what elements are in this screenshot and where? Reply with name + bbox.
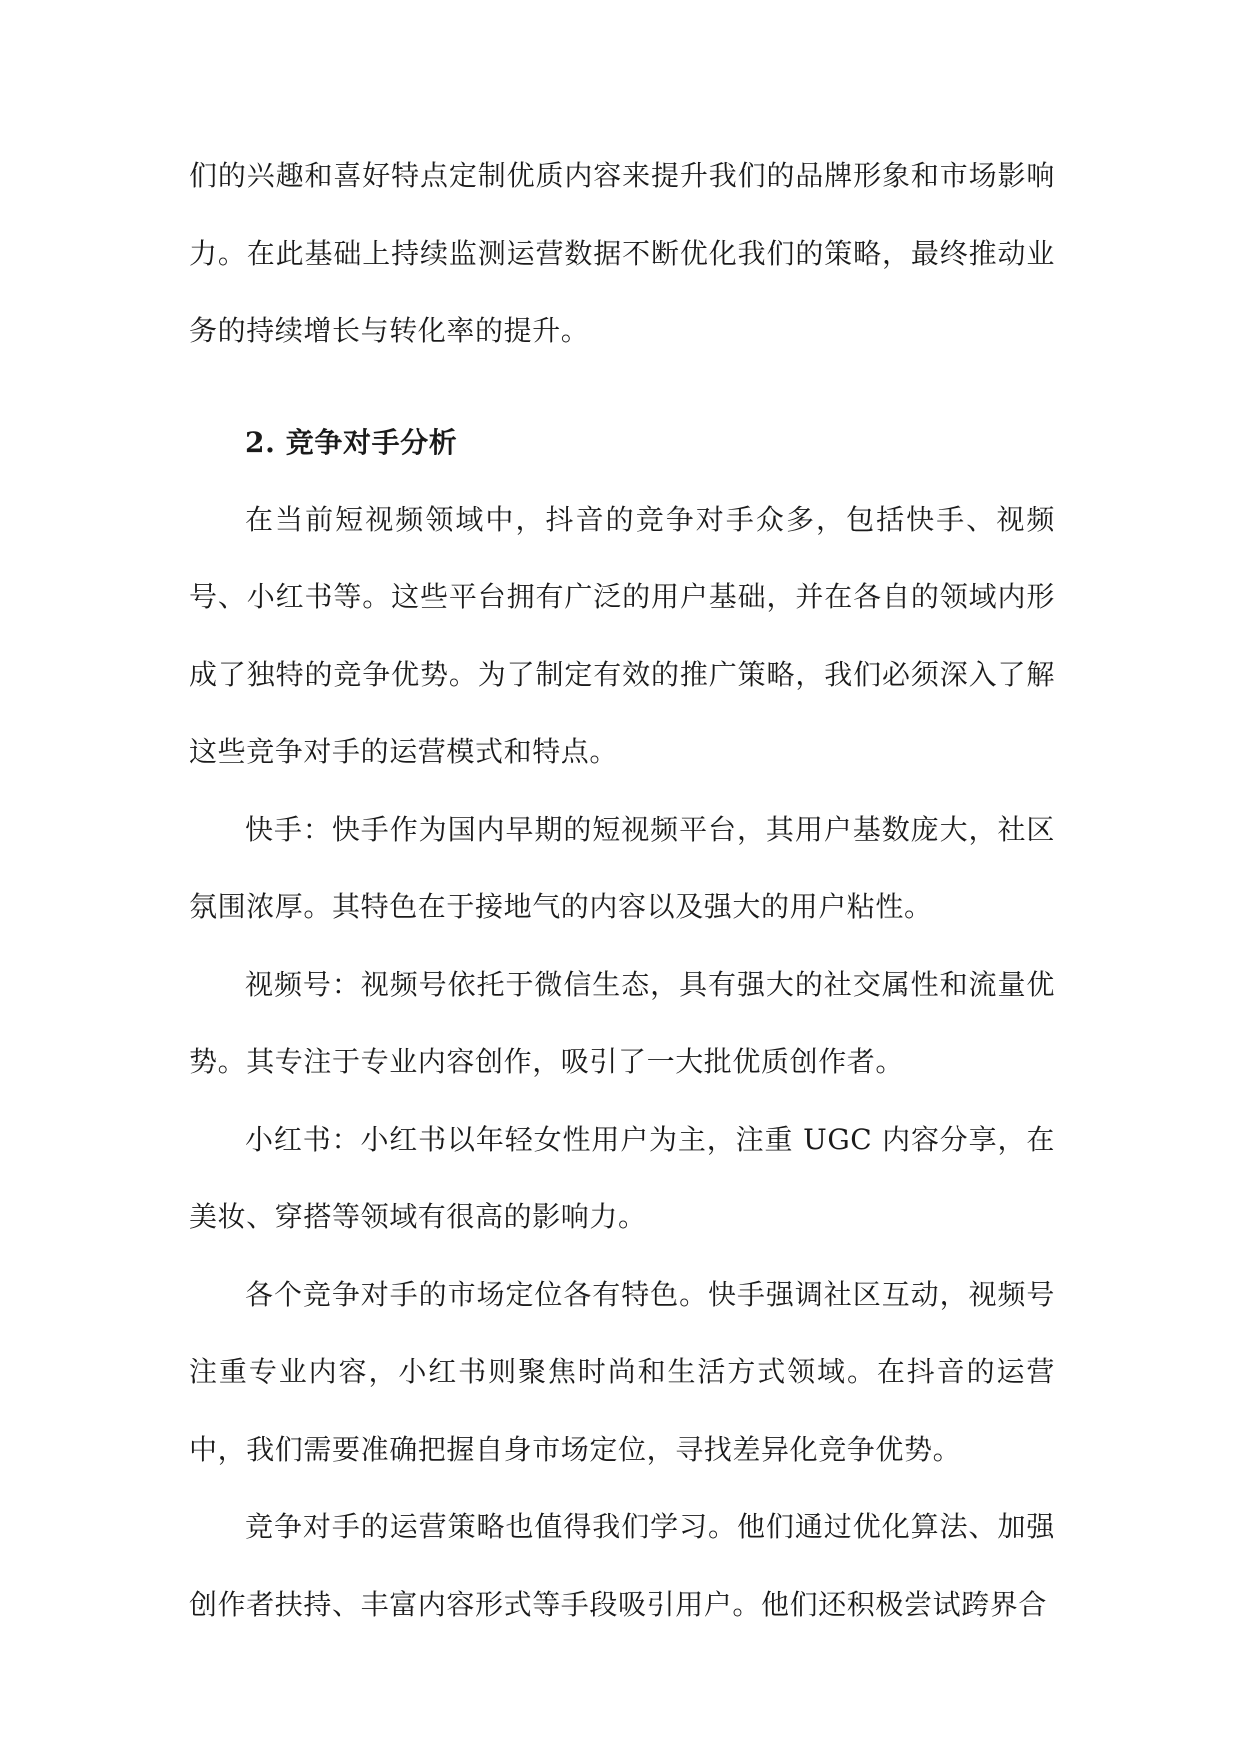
paragraph-shipinhao: 视频号：视频号依托于微信生态，具有强大的社交属性和流量优势。其专注于专业内容创作，吸引了一大批优质创作者。 <box>189 967 1055 1078</box>
paragraph-strategy: 竞争对手的运营策略也值得我们学习。他们通过优化算法、加强创作者扶持、丰富内容形式等手段吸引用户。他们还积极尝试跨界合 <box>189 1510 1055 1621</box>
paragraph-positioning: 各个竞争对手的市场定位各有特色。快手强调社区互动，视频号注重专业内容，小红书则聚焦时尚和生活方式领域。在抖音的运营中，我们需要准确把握自身市场定位，寻找差异化竞争优势。 <box>189 1277 1055 1466</box>
section-heading: 2. 竞争对手分析 <box>245 425 458 459</box>
paragraph-kuaishou: 快手：快手作为国内早期的短视频平台，其用户基数庞大，社区氛围浓厚。其特色在于接地气的内容以及强大的用户粘性。 <box>189 812 1055 923</box>
continuation-paragraph: 们的兴趣和喜好特点定制优质内容来提升我们的品牌形象和市场影响力。在此基础上持续监测运营数据不断优化我们的策略，最终推动业务的持续增长与转化率的提升。 <box>189 159 1055 347</box>
document-body <box>189 137 1055 1643</box>
paragraph-xiaohongshu: 小红书：小红书以年轻女性用户为主，注重 UGC 内容分享，在美妆、穿搭等领域有很高的影响力。 <box>189 1122 1055 1233</box>
paragraph-intro: 在当前短视频领域中，抖音的竞争对手众多，包括快手、视频号、小红书等。这些平台拥有广泛的用户基础，并在各自的领域内形成了独特的竞争优势。为了制定有效的推广策略，我们必须深入了解这些竞争对手的运营模式和特点。 <box>189 502 1055 768</box>
